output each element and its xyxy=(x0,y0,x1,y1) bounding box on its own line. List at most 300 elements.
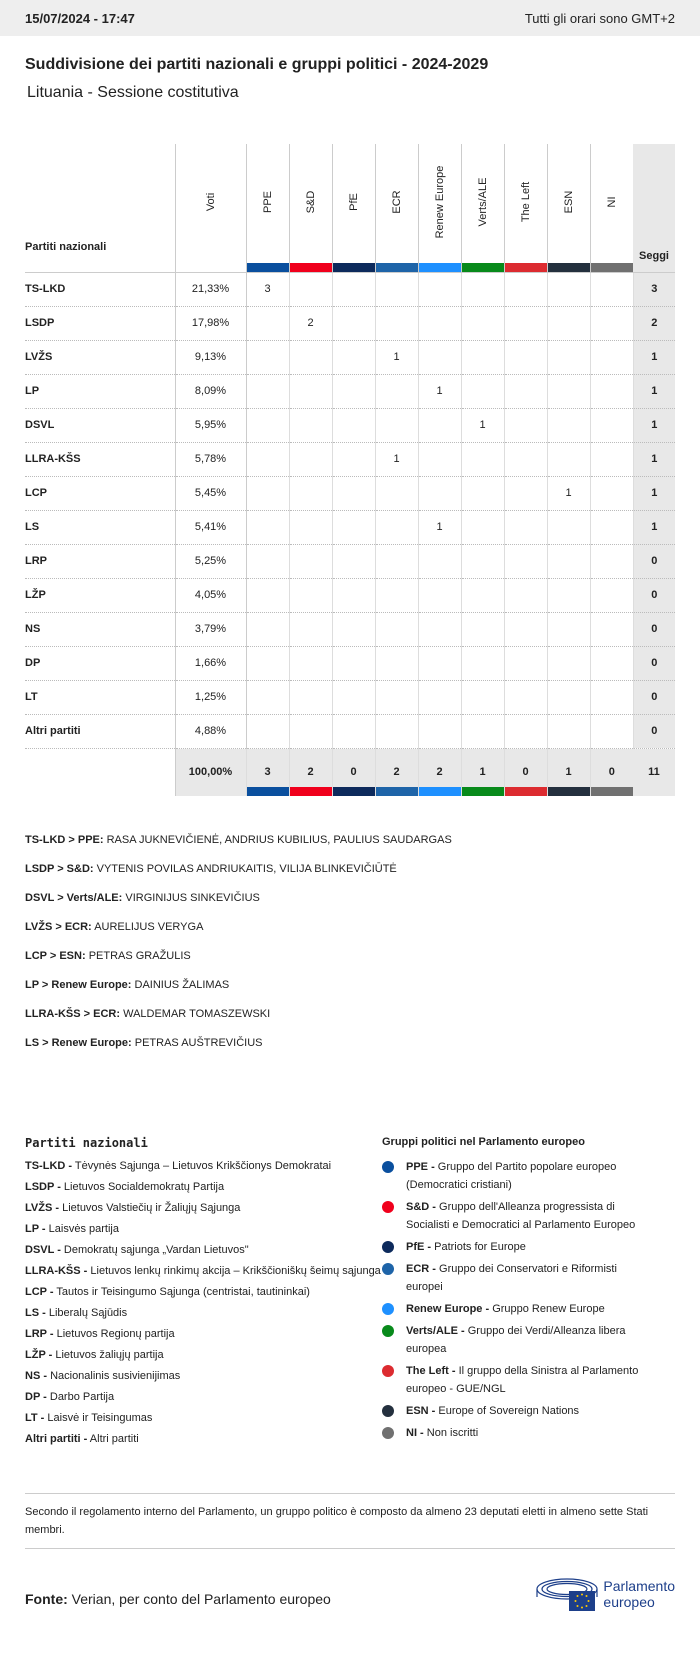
group-seat-cell xyxy=(332,612,375,646)
party-name: LLRA-KŠS xyxy=(25,442,175,476)
national-party-legend-item xyxy=(25,1178,382,1196)
group-header-label: NI xyxy=(605,196,618,208)
group-seat-cell xyxy=(246,408,289,442)
legend-abbr: NS - xyxy=(25,1370,47,1382)
group-seat-cell xyxy=(504,612,547,646)
group-seat-cell xyxy=(504,442,547,476)
group-seat-cell xyxy=(547,408,590,442)
group-seat-cell xyxy=(547,510,590,544)
group-seat-cell xyxy=(332,272,375,306)
logo-line-2: europeo xyxy=(603,1594,655,1610)
group-header-label: PPE xyxy=(261,190,274,214)
group-legend-text xyxy=(406,1300,605,1318)
group-seat-cell xyxy=(590,612,633,646)
mep-line xyxy=(25,950,675,979)
group-seat-cell xyxy=(375,680,418,714)
legend-abbr: PPE - xyxy=(406,1161,435,1173)
seats-cell: 0 xyxy=(633,578,675,612)
mep-key: LLRA-KŠS > ECR: xyxy=(25,1008,121,1020)
group-seat-cell xyxy=(289,714,332,748)
group-seat-cell xyxy=(461,510,504,544)
table-row xyxy=(25,272,675,306)
mep-key: TS-LKD > PPE: xyxy=(25,834,104,846)
group-header-label: S&D xyxy=(304,190,317,214)
group-seat-cell xyxy=(289,374,332,408)
group-seat-cell xyxy=(418,408,461,442)
group-header-label: Renew Europe xyxy=(433,165,446,239)
legend-abbr: Verts/ALE - xyxy=(406,1325,465,1337)
page-subtitle: Lituania - Sessione costitutiva xyxy=(27,84,239,101)
table-row xyxy=(25,578,675,612)
party-name: LRP xyxy=(25,544,175,578)
group-seat-cell xyxy=(418,476,461,510)
legend-abbr: PfE - xyxy=(406,1241,432,1253)
mep-key: DSVL > Verts/ALE: xyxy=(25,892,123,904)
votes-column-header xyxy=(175,144,246,272)
group-seat-cell xyxy=(289,646,332,680)
totals-blank-cell xyxy=(25,748,175,796)
group-seat-cell xyxy=(375,714,418,748)
seats-cell: 0 xyxy=(633,612,675,646)
group-seat-cell xyxy=(332,646,375,680)
legend-full-name: Lietuvos Socialdemokratų Partija xyxy=(63,1181,225,1193)
group-seat-cell xyxy=(461,476,504,510)
group-color-bar xyxy=(376,263,418,272)
group-legend-text xyxy=(406,1424,478,1442)
group-seat-cell xyxy=(461,306,504,340)
mep-names: WALDEMAR TOMASZEWSKI xyxy=(123,1008,271,1020)
group-seat-cell xyxy=(289,578,332,612)
groups-legend xyxy=(382,1136,652,1451)
legend-full-name: Lietuvos Valstiečių ir Žaliųjų Sąjunga xyxy=(62,1202,241,1214)
group-column-header-renew-europe xyxy=(418,144,461,272)
seats-cell: 1 xyxy=(633,476,675,510)
group-seat-cell xyxy=(547,714,590,748)
group-seat-cell xyxy=(332,680,375,714)
legend-abbr: LSDP - xyxy=(25,1181,61,1193)
vote-share: 5,95% xyxy=(175,408,246,442)
group-legend-item xyxy=(382,1402,652,1420)
group-seat-cell: 3 xyxy=(246,272,289,306)
group-seat-cell: 1 xyxy=(418,510,461,544)
legend-abbr: TS-LKD - xyxy=(25,1160,73,1172)
table-row xyxy=(25,612,675,646)
national-party-legend-item xyxy=(25,1157,382,1175)
group-seat-cell xyxy=(332,714,375,748)
group-seat-cell xyxy=(504,272,547,306)
group-color-bar xyxy=(548,787,590,796)
seats-cell: 1 xyxy=(633,442,675,476)
group-seat-cell xyxy=(289,442,332,476)
group-legend-item xyxy=(382,1198,652,1234)
mep-key: LP > Renew Europe: xyxy=(25,979,132,991)
vote-share: 8,09% xyxy=(175,374,246,408)
group-seat-cell xyxy=(590,442,633,476)
group-seat-cell xyxy=(504,578,547,612)
group-legend-item xyxy=(382,1362,652,1398)
total-group-seats xyxy=(547,748,590,796)
group-color-bar xyxy=(333,263,375,272)
group-column-header-ppe xyxy=(246,144,289,272)
total-group-value: 2 xyxy=(436,766,443,779)
group-legend-text xyxy=(406,1238,526,1256)
group-seat-cell xyxy=(246,612,289,646)
logo-line-1: Parlamento xyxy=(603,1578,675,1594)
total-group-value: 2 xyxy=(307,766,314,779)
mep-names: VYTENIS POVILAS ANDRIUKAITIS, VILIJA BLINKEVIČIŪTĖ xyxy=(96,863,397,875)
mep-key: LCP > ESN: xyxy=(25,950,86,962)
table-row xyxy=(25,340,675,374)
seats-cell: 2 xyxy=(633,306,675,340)
mep-names: DAINIUS ŽALIMAS xyxy=(134,979,230,991)
group-seat-cell xyxy=(590,408,633,442)
group-seat-cell xyxy=(590,272,633,306)
national-party-legend-item xyxy=(25,1241,382,1259)
total-group-seats xyxy=(332,748,375,796)
vote-share: 17,98% xyxy=(175,306,246,340)
group-seat-cell xyxy=(332,510,375,544)
legend-abbr: DP - xyxy=(25,1391,47,1403)
legend-abbr: LS - xyxy=(25,1307,46,1319)
mep-list xyxy=(25,834,675,1066)
group-color-bar xyxy=(290,787,332,796)
group-seat-cell xyxy=(590,578,633,612)
group-seat-cell xyxy=(375,374,418,408)
footer xyxy=(25,1563,675,1613)
total-group-seats xyxy=(418,748,461,796)
table-row xyxy=(25,714,675,748)
source-line xyxy=(25,1591,331,1613)
mep-line xyxy=(25,1037,675,1066)
national-party-legend-item xyxy=(25,1199,382,1217)
legend-full-name: Darbo Partija xyxy=(49,1391,115,1403)
seats-cell: 0 xyxy=(633,714,675,748)
group-color-dot xyxy=(382,1325,394,1337)
legend-abbr: S&D - xyxy=(406,1201,436,1213)
group-seat-cell xyxy=(590,306,633,340)
group-seat-cell xyxy=(461,714,504,748)
group-seat-cell: 1 xyxy=(375,340,418,374)
group-seat-cell xyxy=(504,476,547,510)
group-seat-cell xyxy=(590,374,633,408)
group-legend-item xyxy=(382,1424,652,1442)
seats-cell: 0 xyxy=(633,646,675,680)
group-legend-item xyxy=(382,1238,652,1256)
vote-share: 21,33% xyxy=(175,272,246,306)
group-seat-cell xyxy=(547,680,590,714)
group-seat-cell xyxy=(246,442,289,476)
group-seat-cell xyxy=(246,544,289,578)
national-party-legend-item xyxy=(25,1262,382,1280)
mep-key: LS > Renew Europe: xyxy=(25,1037,132,1049)
rules-note: Secondo il regolamento interno del Parlamento, un gruppo politico è composto da almeno 23 deputati eletti in almeno sette Stati membri. xyxy=(25,1493,675,1549)
group-color-bar xyxy=(591,787,634,796)
seats-cell: 0 xyxy=(633,544,675,578)
party-name: LSDP xyxy=(25,306,175,340)
totals-row xyxy=(25,748,675,796)
mep-line xyxy=(25,892,675,921)
group-seat-cell xyxy=(504,306,547,340)
table-body xyxy=(25,272,675,748)
national-parties-legend xyxy=(25,1136,382,1451)
legend-full-name: Gruppo Renew Europe xyxy=(492,1303,605,1315)
table-row xyxy=(25,408,675,442)
legend-full-name: Altri partiti xyxy=(89,1433,139,1445)
group-legend-item xyxy=(382,1300,652,1318)
group-color-dot xyxy=(382,1405,394,1417)
party-name: LCP xyxy=(25,476,175,510)
group-seat-cell xyxy=(547,578,590,612)
group-seat-cell xyxy=(461,646,504,680)
legend-abbr: DSVL - xyxy=(25,1244,61,1256)
group-seat-cell xyxy=(547,306,590,340)
group-seat-cell xyxy=(461,680,504,714)
party-name: Altri partiti xyxy=(25,714,175,748)
total-group-value: 0 xyxy=(522,766,529,779)
vote-share: 5,41% xyxy=(175,510,246,544)
group-seat-cell xyxy=(246,510,289,544)
group-seat-cell xyxy=(547,646,590,680)
group-legend-item xyxy=(382,1158,652,1194)
legend-abbr: LRP - xyxy=(25,1328,54,1340)
national-party-legend-item xyxy=(25,1325,382,1343)
group-seat-cell xyxy=(375,476,418,510)
seats-cell: 1 xyxy=(633,374,675,408)
legend-full-name: Patriots for Europe xyxy=(434,1241,526,1253)
party-name: LS xyxy=(25,510,175,544)
group-seat-cell xyxy=(375,646,418,680)
legend-abbr: LŽP - xyxy=(25,1349,53,1361)
group-seat-cell xyxy=(504,408,547,442)
legend-abbr: LCP - xyxy=(25,1286,54,1298)
legend-full-name: Europe of Sovereign Nations xyxy=(438,1405,580,1417)
group-seat-cell xyxy=(418,272,461,306)
mep-line xyxy=(25,1008,675,1037)
national-party-legend-item xyxy=(25,1304,382,1322)
group-seat-cell xyxy=(504,544,547,578)
group-column-header-the-left xyxy=(504,144,547,272)
legend-full-name: Tėvynės Sąjunga – Lietuvos Krikščionys Demokratai xyxy=(74,1160,332,1172)
legend-abbr: ECR - xyxy=(406,1263,436,1275)
legend-full-name: Tautos ir Teisingumo Sąjunga (centristai, tautininkai) xyxy=(56,1286,310,1298)
group-seat-cell xyxy=(418,714,461,748)
legend-full-name: Gruppo del Partito popolare europeo (Democratici cristiani) xyxy=(406,1161,617,1191)
national-party-legend-item xyxy=(25,1283,382,1301)
total-group-value: 0 xyxy=(608,766,615,779)
group-column-header-esn xyxy=(547,144,590,272)
group-seat-cell xyxy=(375,612,418,646)
group-seat-cell xyxy=(246,578,289,612)
total-seats: 11 xyxy=(633,748,675,796)
group-seat-cell xyxy=(418,544,461,578)
legend-full-name: Liberalų Sąjūdis xyxy=(48,1307,128,1319)
group-legend-item xyxy=(382,1322,652,1358)
vote-share: 1,66% xyxy=(175,646,246,680)
group-legend-item xyxy=(382,1260,652,1296)
group-color-dot xyxy=(382,1427,394,1439)
results-table xyxy=(25,144,675,796)
national-party-legend-item xyxy=(25,1367,382,1385)
group-color-dot xyxy=(382,1241,394,1253)
mep-names: PETRAS AUŠTREVIČIUS xyxy=(134,1037,263,1049)
table-row xyxy=(25,306,675,340)
group-column-header-ni xyxy=(590,144,633,272)
top-bar xyxy=(0,0,700,36)
group-seat-cell xyxy=(504,714,547,748)
group-seat-cell xyxy=(418,612,461,646)
table-header-row xyxy=(25,144,675,272)
timestamp: 15/07/2024 - 17:47 xyxy=(25,10,135,26)
legend-abbr: LVŽS - xyxy=(25,1202,60,1214)
group-legend-text xyxy=(406,1362,652,1398)
group-seat-cell xyxy=(289,680,332,714)
group-color-dot xyxy=(382,1263,394,1275)
legend-full-name: Non iscritti xyxy=(426,1427,479,1439)
group-legend-text xyxy=(406,1260,652,1296)
legend-full-name: Lietuvos lenkų rinkimų akcija – Krikščioniškų šeimų sąjunga xyxy=(90,1265,381,1277)
seats-column-header: Seggi xyxy=(633,144,675,272)
group-color-bar xyxy=(333,787,375,796)
group-color-bar xyxy=(462,787,504,796)
group-seat-cell xyxy=(332,374,375,408)
group-color-bar xyxy=(247,787,289,796)
group-seat-cell xyxy=(246,374,289,408)
group-column-header-s-d xyxy=(289,144,332,272)
group-seat-cell xyxy=(547,272,590,306)
group-color-dot xyxy=(382,1365,394,1377)
mep-key: LVŽS > ECR: xyxy=(25,921,92,933)
legend-abbr: LT - xyxy=(25,1412,45,1424)
national-party-legend-item xyxy=(25,1346,382,1364)
seats-cell: 1 xyxy=(633,510,675,544)
legend-abbr: Renew Europe - xyxy=(406,1303,490,1315)
seats-cell: 1 xyxy=(633,340,675,374)
group-seat-cell xyxy=(590,646,633,680)
seats-cell: 1 xyxy=(633,408,675,442)
legend-abbr: The Left - xyxy=(406,1365,456,1377)
group-header-label: ECR xyxy=(390,190,403,214)
group-color-bar xyxy=(290,263,332,272)
vote-share: 5,25% xyxy=(175,544,246,578)
group-seat-cell xyxy=(461,442,504,476)
group-seat-cell xyxy=(289,510,332,544)
legend-full-name: Lietuvos Regionų partija xyxy=(56,1328,175,1340)
group-seat-cell xyxy=(289,612,332,646)
group-seat-cell xyxy=(461,272,504,306)
group-seat-cell xyxy=(375,544,418,578)
legend-abbr: LLRA-KŠS - xyxy=(25,1265,88,1277)
mep-names: AURELIJUS VERYGA xyxy=(94,921,204,933)
legend-full-name: Gruppo dell'Alleanza progressista di Socialisti e Democratici al Parlamento Europeo xyxy=(406,1201,636,1231)
group-seat-cell xyxy=(547,340,590,374)
group-seat-cell xyxy=(418,646,461,680)
group-seat-cell xyxy=(375,578,418,612)
group-header-label: PfE xyxy=(347,193,360,211)
group-seat-cell xyxy=(547,612,590,646)
group-seat-cell xyxy=(418,340,461,374)
total-group-seats xyxy=(504,748,547,796)
group-seat-cell xyxy=(375,272,418,306)
group-column-header-pfe xyxy=(332,144,375,272)
legend-abbr: NI - xyxy=(406,1427,424,1439)
parliament-emblem-icon xyxy=(535,1575,599,1613)
group-color-bar xyxy=(591,263,634,272)
vote-share: 4,88% xyxy=(175,714,246,748)
group-color-bar xyxy=(247,263,289,272)
legend-full-name: Demokratų sąjunga „Vardan Lietuvos" xyxy=(63,1244,249,1256)
group-seat-cell: 1 xyxy=(375,442,418,476)
national-party-legend-item xyxy=(25,1388,382,1406)
mep-line xyxy=(25,834,675,863)
party-name: LVŽS xyxy=(25,340,175,374)
group-seat-cell xyxy=(547,374,590,408)
group-color-bar xyxy=(419,263,461,272)
group-seat-cell xyxy=(590,340,633,374)
group-seat-cell xyxy=(332,578,375,612)
group-seat-cell xyxy=(332,442,375,476)
party-name: DSVL xyxy=(25,408,175,442)
vote-share: 4,05% xyxy=(175,578,246,612)
national-party-legend-item xyxy=(25,1409,382,1427)
group-seat-cell xyxy=(375,306,418,340)
group-header-label: Verts/ALE xyxy=(476,177,489,227)
group-seat-cell xyxy=(332,544,375,578)
total-group-seats xyxy=(375,748,418,796)
group-seat-cell xyxy=(375,510,418,544)
vote-share: 9,13% xyxy=(175,340,246,374)
national-party-legend-item xyxy=(25,1430,382,1448)
party-name: NS xyxy=(25,612,175,646)
group-seat-cell: 1 xyxy=(461,408,504,442)
legend-full-name: Lietuvos žaliųjų partija xyxy=(55,1349,164,1361)
group-color-bar xyxy=(505,263,547,272)
group-color-bar xyxy=(376,787,418,796)
group-seat-cell xyxy=(246,476,289,510)
group-legend-text xyxy=(406,1402,579,1420)
group-seat-cell: 1 xyxy=(547,476,590,510)
total-group-seats xyxy=(289,748,332,796)
group-header-label: ESN xyxy=(562,190,575,214)
group-seat-cell xyxy=(289,408,332,442)
legend-abbr: LP - xyxy=(25,1223,46,1235)
logo-text xyxy=(603,1578,675,1610)
group-seat-cell xyxy=(461,340,504,374)
total-group-seats xyxy=(461,748,504,796)
total-votes: 100,00% xyxy=(175,748,246,796)
table-row xyxy=(25,544,675,578)
group-seat-cell xyxy=(418,306,461,340)
timezone-note: Tutti gli orari sono GMT+2 xyxy=(524,10,675,26)
group-header-label: The Left xyxy=(519,181,532,223)
results-table-wrapper xyxy=(25,144,675,796)
group-color-bar xyxy=(505,787,547,796)
group-seat-cell xyxy=(547,544,590,578)
legend-full-name: Il gruppo della Sinistra al Parlamento europeo - GUE/NGL xyxy=(406,1365,639,1395)
total-group-value: 1 xyxy=(479,766,486,779)
group-seat-cell xyxy=(289,476,332,510)
group-seat-cell xyxy=(246,714,289,748)
source-text: Verian, per conto del Parlamento europeo xyxy=(71,1591,331,1607)
legend-full-name: Laisvė ir Teisingumas xyxy=(47,1412,153,1424)
group-seat-cell xyxy=(590,714,633,748)
group-seat-cell xyxy=(418,680,461,714)
group-seat-cell xyxy=(504,510,547,544)
group-seat-cell xyxy=(590,476,633,510)
group-seat-cell: 1 xyxy=(418,374,461,408)
national-parties-heading: Partiti nazionali xyxy=(25,1136,148,1150)
group-seat-cell xyxy=(289,544,332,578)
total-group-value: 0 xyxy=(350,766,357,779)
